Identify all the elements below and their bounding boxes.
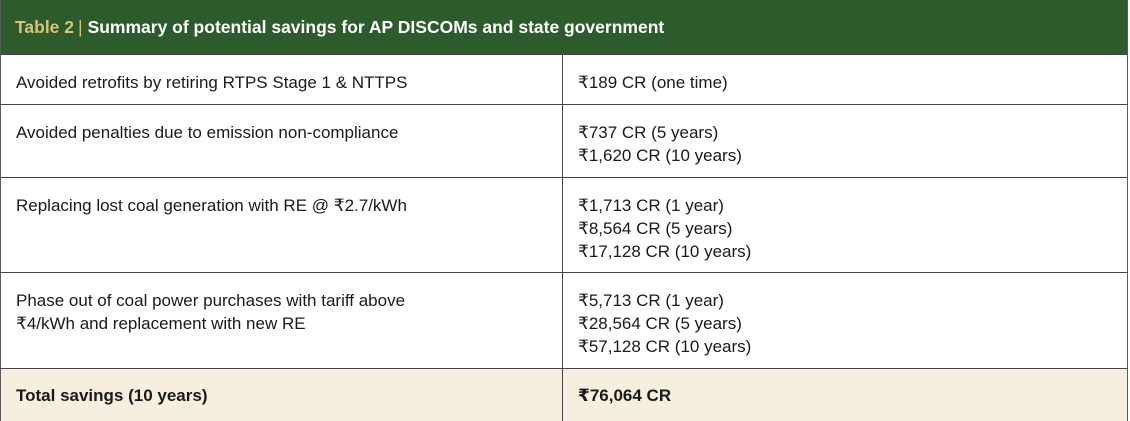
row-item-cell: [1, 55, 563, 104]
row-savings-text: ₹189 CR (one time): [578, 73, 728, 92]
table-row: [1, 272, 1127, 368]
total-row: [1, 368, 1127, 421]
total-label: Total savings (10 years): [16, 386, 208, 405]
row-item-cell: [1, 178, 563, 272]
total-label-cell: [1, 369, 563, 421]
row-item-text: Replacing lost coal generation with RE @ ₹2.7/kWh: [16, 196, 407, 215]
row-item-text: ₹4/kWh and replacement with new RE: [16, 314, 306, 333]
row-savings-text: ₹1,620 CR (10 years): [578, 146, 742, 165]
row-savings-text: ₹28,564 CR (5 years): [578, 314, 742, 333]
row-savings-cell: [563, 178, 1127, 272]
row-item-cell: [1, 273, 563, 368]
table-row: [1, 54, 1127, 104]
row-savings-text: ₹737 CR (5 years): [578, 123, 719, 142]
table-row: [1, 177, 1127, 272]
row-savings-cell: [563, 273, 1127, 368]
row-savings-text: ₹5,713 CR (1 year): [578, 291, 724, 310]
row-item-text: Phase out of coal power purchases with tariff above: [16, 291, 406, 310]
row-savings-text: ₹8,564 CR (5 years): [578, 219, 733, 238]
row-savings-text: ₹57,128 CR (10 years): [578, 337, 752, 356]
table-row: [1, 104, 1127, 177]
row-savings-cell: [563, 105, 1127, 177]
table-title: Summary of potential savings for AP DISCOMs and state government: [87, 16, 665, 37]
table-title-bar: [1, 0, 1127, 54]
row-savings-text: ₹1,713 CR (1 year): [578, 196, 724, 215]
title-separator: |: [78, 16, 83, 37]
total-value-cell: [563, 369, 1127, 421]
row-item-text: Avoided retrofits by retiring RTPS Stage 1 & NTTPS: [16, 73, 408, 92]
row-savings-text: ₹17,128 CR (10 years): [578, 242, 752, 261]
table-number-label: Table 2: [15, 16, 75, 37]
row-item-text: Avoided penalties due to emission non-compliance: [16, 123, 399, 142]
total-value: ₹76,064 CR: [578, 386, 672, 405]
row-item-cell: [1, 105, 563, 177]
row-savings-cell: [563, 55, 1127, 104]
